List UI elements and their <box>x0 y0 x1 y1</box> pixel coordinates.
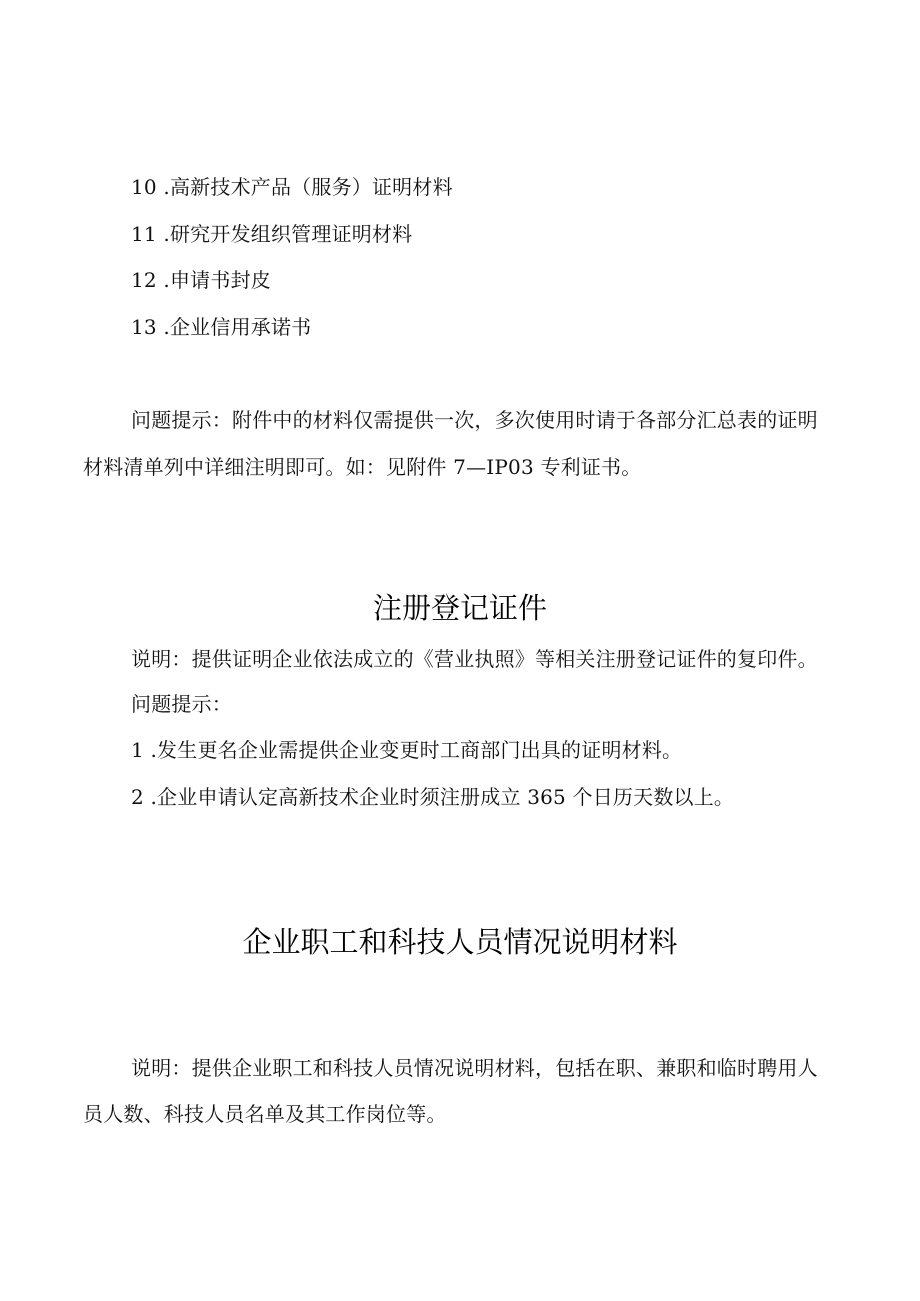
section-title-staff: 企业职工和科技人员情况说明材料 <box>242 925 678 959</box>
staff-description-line: 员人数、科技人员名单及其工作岗位等。 <box>83 1102 447 1126</box>
list-item: 11 .研究开发组织管理证明材料 <box>131 222 413 246</box>
registration-tip: 2 .企业申请认定高新技术企业时须注册成立 365 个日历天数以上。 <box>131 785 735 809</box>
list-item: 13 .企业信用承诺书 <box>131 315 312 339</box>
tip-note-line: 材料清单列中详细注明即可。如：见附件 7—IP03 专利证书。 <box>83 455 642 479</box>
registration-tip: 1 .发生更名企业需提供企业变更时工商部门出具的证明材料。 <box>131 738 683 762</box>
list-item: 10 .高新技术产品（服务）证明材料 <box>131 175 453 199</box>
tip-note-line: 问题提示：附件中的材料仅需提供一次，多次使用时请于各部分汇总表的证明 <box>131 408 818 432</box>
registration-tip-label: 问题提示： <box>131 692 232 716</box>
section-title-registration: 注册登记证件 <box>372 591 547 625</box>
list-item: 12 .申请书封皮 <box>131 268 271 292</box>
registration-description: 说明：提供证明企业依法成立的《营业执照》等相关注册登记证件的复印件。 <box>131 647 818 671</box>
staff-description-line: 说明：提供企业职工和科技人员情况说明材料，包括在职、兼职和临时聘用人 <box>131 1056 818 1080</box>
